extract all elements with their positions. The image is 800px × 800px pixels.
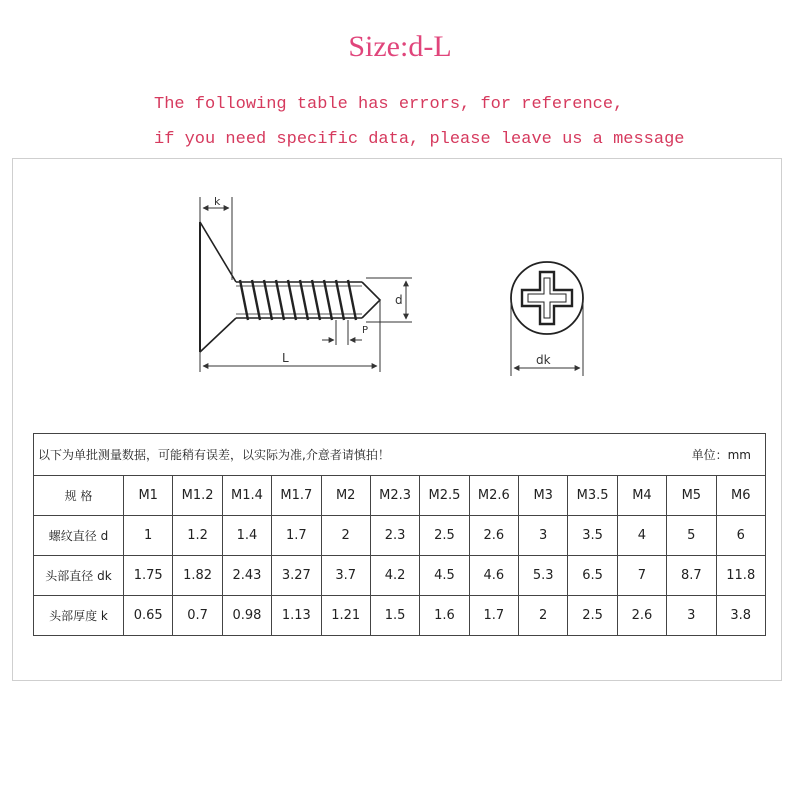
table-cell: 4.5 <box>420 556 469 596</box>
table-cell: 2.6 <box>617 596 666 636</box>
table-cell: M6 <box>716 476 766 516</box>
table-cell: 1.2 <box>173 516 222 556</box>
table-cell: 2.43 <box>222 556 271 596</box>
table-cell: 8.7 <box>667 556 716 596</box>
table-cell: M1.2 <box>173 476 222 516</box>
table-cell: 1.7 <box>272 516 321 556</box>
table-cell: 2 <box>321 516 370 556</box>
table-cell: 1.21 <box>321 596 370 636</box>
screw-side-view <box>200 222 380 352</box>
table-cell: 0.98 <box>222 596 271 636</box>
dimension-d <box>366 278 412 322</box>
table-cell: 4.2 <box>370 556 419 596</box>
table-cell: M1.4 <box>222 476 271 516</box>
table-row <box>34 516 766 556</box>
table-cell: 1.6 <box>420 596 469 636</box>
table-header-row <box>34 434 766 476</box>
table-cell: 5.3 <box>519 556 568 596</box>
unit-label: 单位：mm <box>691 448 751 462</box>
table-cell: 4 <box>617 516 666 556</box>
dimension-p <box>322 320 362 345</box>
table-cell: 6.5 <box>568 556 617 596</box>
table-cell: M2.6 <box>469 476 518 516</box>
table-row <box>34 596 766 636</box>
table-cell: 1.5 <box>370 596 419 636</box>
table-cell: 1.75 <box>124 556 173 596</box>
notice-line-2: if you need specific data, please leave us a message <box>154 130 685 149</box>
table-header-cell <box>34 434 766 476</box>
table-cell: 3.27 <box>272 556 321 596</box>
page-title: Size:d-L <box>348 30 452 63</box>
table-cell: M1 <box>124 476 173 516</box>
table-cell: 3.5 <box>568 516 617 556</box>
table-cell: M1.7 <box>272 476 321 516</box>
table-cell: 5 <box>667 516 716 556</box>
row-label: 规 格 <box>34 476 124 516</box>
table-cell: 2.5 <box>420 516 469 556</box>
table-cell: M2.3 <box>370 476 419 516</box>
table-cell: 1.4 <box>222 516 271 556</box>
table-row <box>34 476 766 516</box>
table-cell: 1.7 <box>469 596 518 636</box>
table-cell: 3 <box>667 596 716 636</box>
table-cell: 2.5 <box>568 596 617 636</box>
table-cell: 11.8 <box>716 556 766 596</box>
table-cell: M3 <box>519 476 568 516</box>
screw-top-view <box>511 262 583 334</box>
table-cell: 2.6 <box>469 516 518 556</box>
spec-table <box>33 433 766 636</box>
table-cell: 6 <box>716 516 766 556</box>
row-label: 螺纹直径 d <box>34 516 124 556</box>
table-cell: 1.82 <box>173 556 222 596</box>
label-d: d <box>395 293 403 307</box>
row-label: 头部直径 dk <box>34 556 124 596</box>
table-cell: 3.7 <box>321 556 370 596</box>
table-cell: M4 <box>617 476 666 516</box>
table-cell: M3.5 <box>568 476 617 516</box>
table-cell: M5 <box>667 476 716 516</box>
label-p: P <box>362 325 369 336</box>
table-cell: 4.6 <box>469 556 518 596</box>
table-cell: M2 <box>321 476 370 516</box>
table-cell: 3 <box>519 516 568 556</box>
table-cell: 2 <box>519 596 568 636</box>
label-l: L <box>282 351 289 365</box>
label-dk: dk <box>536 353 551 367</box>
table-cell: 2.3 <box>370 516 419 556</box>
table-cell: 0.7 <box>173 596 222 636</box>
table-cell: M2.5 <box>420 476 469 516</box>
row-label: 头部厚度 k <box>34 596 124 636</box>
table-cell: 7 <box>617 556 666 596</box>
notice-line-1: The following table has errors, for reference, <box>154 95 624 114</box>
table-note: 以下为单批测量数据，可能稍有误差，以实际为准,介意者请慎拍！ <box>38 448 390 462</box>
table-cell: 3.8 <box>716 596 766 636</box>
table-cell: 1.13 <box>272 596 321 636</box>
label-k: k <box>214 195 221 208</box>
table-row <box>34 556 766 596</box>
table-cell: 1 <box>124 516 173 556</box>
table-cell: 0.65 <box>124 596 173 636</box>
